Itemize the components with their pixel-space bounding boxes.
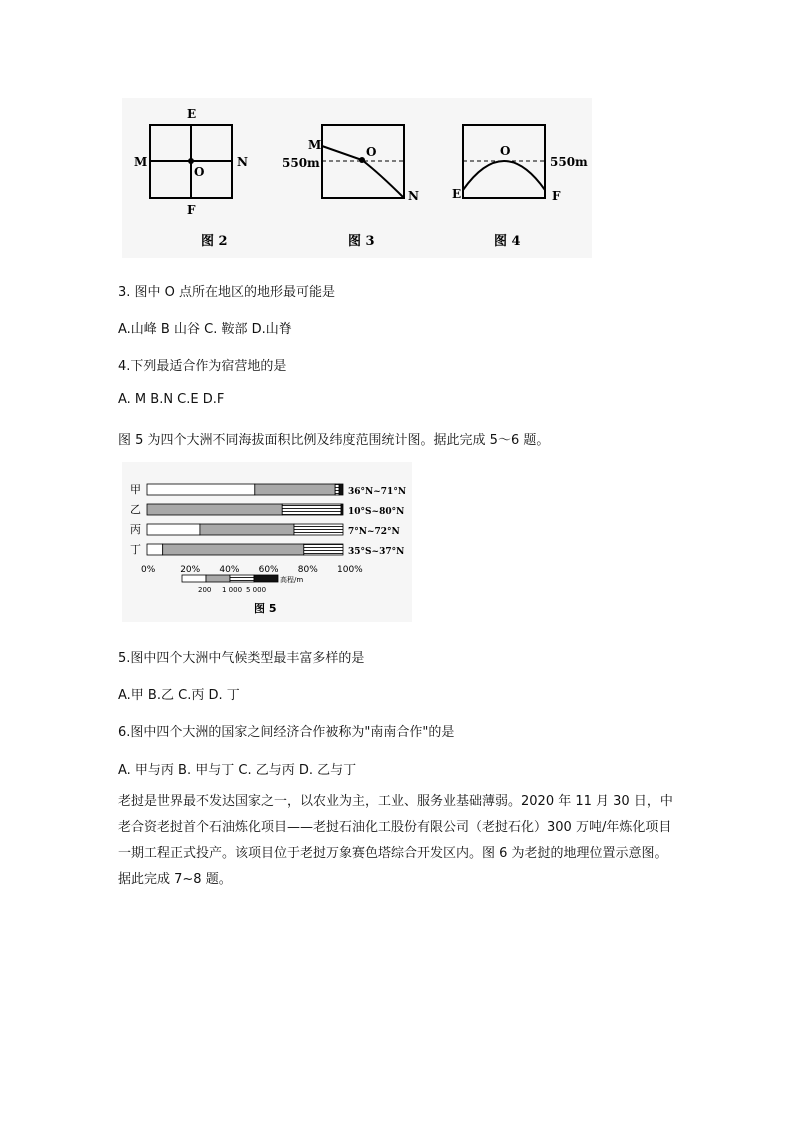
- x-tick-label: 60%: [258, 565, 279, 575]
- fig4-caption: 图 4: [494, 234, 521, 249]
- fig2-label-bottom: F: [187, 203, 196, 217]
- question-3-stem: 3. 图中 O 点所在地区的地形最可能是: [118, 285, 336, 300]
- x-tick-label: 100%: [337, 565, 363, 575]
- fig3-label-elev: 550m: [282, 156, 320, 170]
- bar-segment: [147, 524, 200, 535]
- fig4-label-point: O: [500, 144, 511, 158]
- bar-segment: [255, 484, 335, 495]
- fig2-caption: 图 2: [201, 234, 228, 249]
- category-label: 丁: [130, 543, 141, 556]
- fig4-label-right: F: [552, 189, 561, 203]
- latitude-range-label: 36°N~71°N: [348, 487, 407, 497]
- fig2-label-right: N: [237, 155, 248, 169]
- question-5-stem: 5.图中四个大洲中气候类型最丰富多样的是: [118, 651, 365, 666]
- figure-3: [282, 125, 419, 249]
- fig3-label-end: N: [408, 189, 419, 203]
- fig2-label-center: O: [194, 165, 205, 179]
- legend-swatch: [206, 575, 230, 582]
- figure-5-chart: [122, 462, 412, 622]
- category-label: 甲: [130, 483, 141, 496]
- intro-questions-5-6: 图 5 为四个大洲不同海拔面积比例及纬度范围统计图。据此完成 5～6 题。: [118, 433, 550, 448]
- bar-segment: [335, 484, 339, 495]
- figure-2: [134, 107, 248, 249]
- bar-segment: [147, 504, 282, 515]
- fig3-caption: 图 3: [348, 234, 375, 249]
- question-6-stem: 6.图中四个大洲的国家之间经济合作被称为"南南合作"的是: [118, 725, 455, 740]
- fig2-label-left: M: [134, 155, 148, 169]
- latitude-range-label: 7°N~72°N: [348, 527, 400, 537]
- bar-segment: [282, 504, 341, 515]
- figure-4: [452, 125, 588, 249]
- bar-segment: [147, 544, 163, 555]
- question-4-stem: 4.下列最适合作为宿营地的是: [118, 359, 287, 374]
- latitude-range-label: 10°S~80°N: [348, 507, 405, 517]
- fig3-label-start: M: [308, 138, 322, 152]
- question-3-options: A.山峰 B 山谷 C. 鞍部 D.山脊: [118, 322, 292, 337]
- fig4-label-elev: 550m: [550, 155, 588, 169]
- fig3-label-point: O: [366, 145, 377, 159]
- figures-2-3-4: [122, 98, 592, 258]
- figure-5-caption: 图 5: [254, 602, 277, 615]
- bar-segment: [200, 524, 294, 535]
- question-6-options: A. 甲与丙 B. 甲与丁 C. 乙与丙 D. 乙与丁: [118, 763, 357, 778]
- question-4-options: A. M B.N C.E D.F: [118, 392, 225, 407]
- x-tick-label: 40%: [219, 565, 240, 575]
- latitude-range-label: 35°S~37°N: [348, 547, 405, 557]
- figures-svg: [122, 98, 592, 258]
- legend-tick: 1 000: [222, 586, 243, 594]
- question-5-options: A.甲 B.乙 C.丙 D. 丁: [118, 688, 240, 703]
- bar-segment: [304, 544, 343, 555]
- chart-svg: [122, 462, 412, 622]
- legend-unit: 高程/m: [280, 576, 304, 584]
- category-label: 丙: [130, 523, 141, 536]
- bar-segment: [339, 484, 343, 495]
- bar-segment: [294, 524, 343, 535]
- legend-tick: 5 000: [246, 586, 267, 594]
- x-tick-label: 20%: [180, 565, 201, 575]
- legend-swatch: [182, 575, 206, 582]
- fig2-label-top: E: [187, 107, 197, 121]
- intro-questions-7-8: 老挝是世界最不发达国家之一，以农业为主，工业、服务业基础薄弱。2020 年 11 月 30 日，中老合资老挝首个石油炼化项目——老挝石油化工股份有限公司（老挝石化）300 万吨/年炼化项目一期工程正式投产。该项目位于老挝万象赛色塔综合开发区内。图 6 为老挝的地理位置示意图。据此完成 7~8 题。: [118, 794, 673, 887]
- x-tick-label: 0%: [141, 565, 156, 575]
- legend-swatch: [230, 575, 254, 582]
- category-label: 乙: [130, 503, 141, 516]
- fig4-label-left: E: [452, 187, 462, 201]
- x-tick-label: 80%: [297, 565, 318, 575]
- bar-segment: [341, 504, 343, 515]
- legend-swatch: [254, 575, 278, 582]
- bar-segment: [163, 544, 304, 555]
- bar-segment: [147, 484, 255, 495]
- legend-tick: 200: [198, 586, 212, 594]
